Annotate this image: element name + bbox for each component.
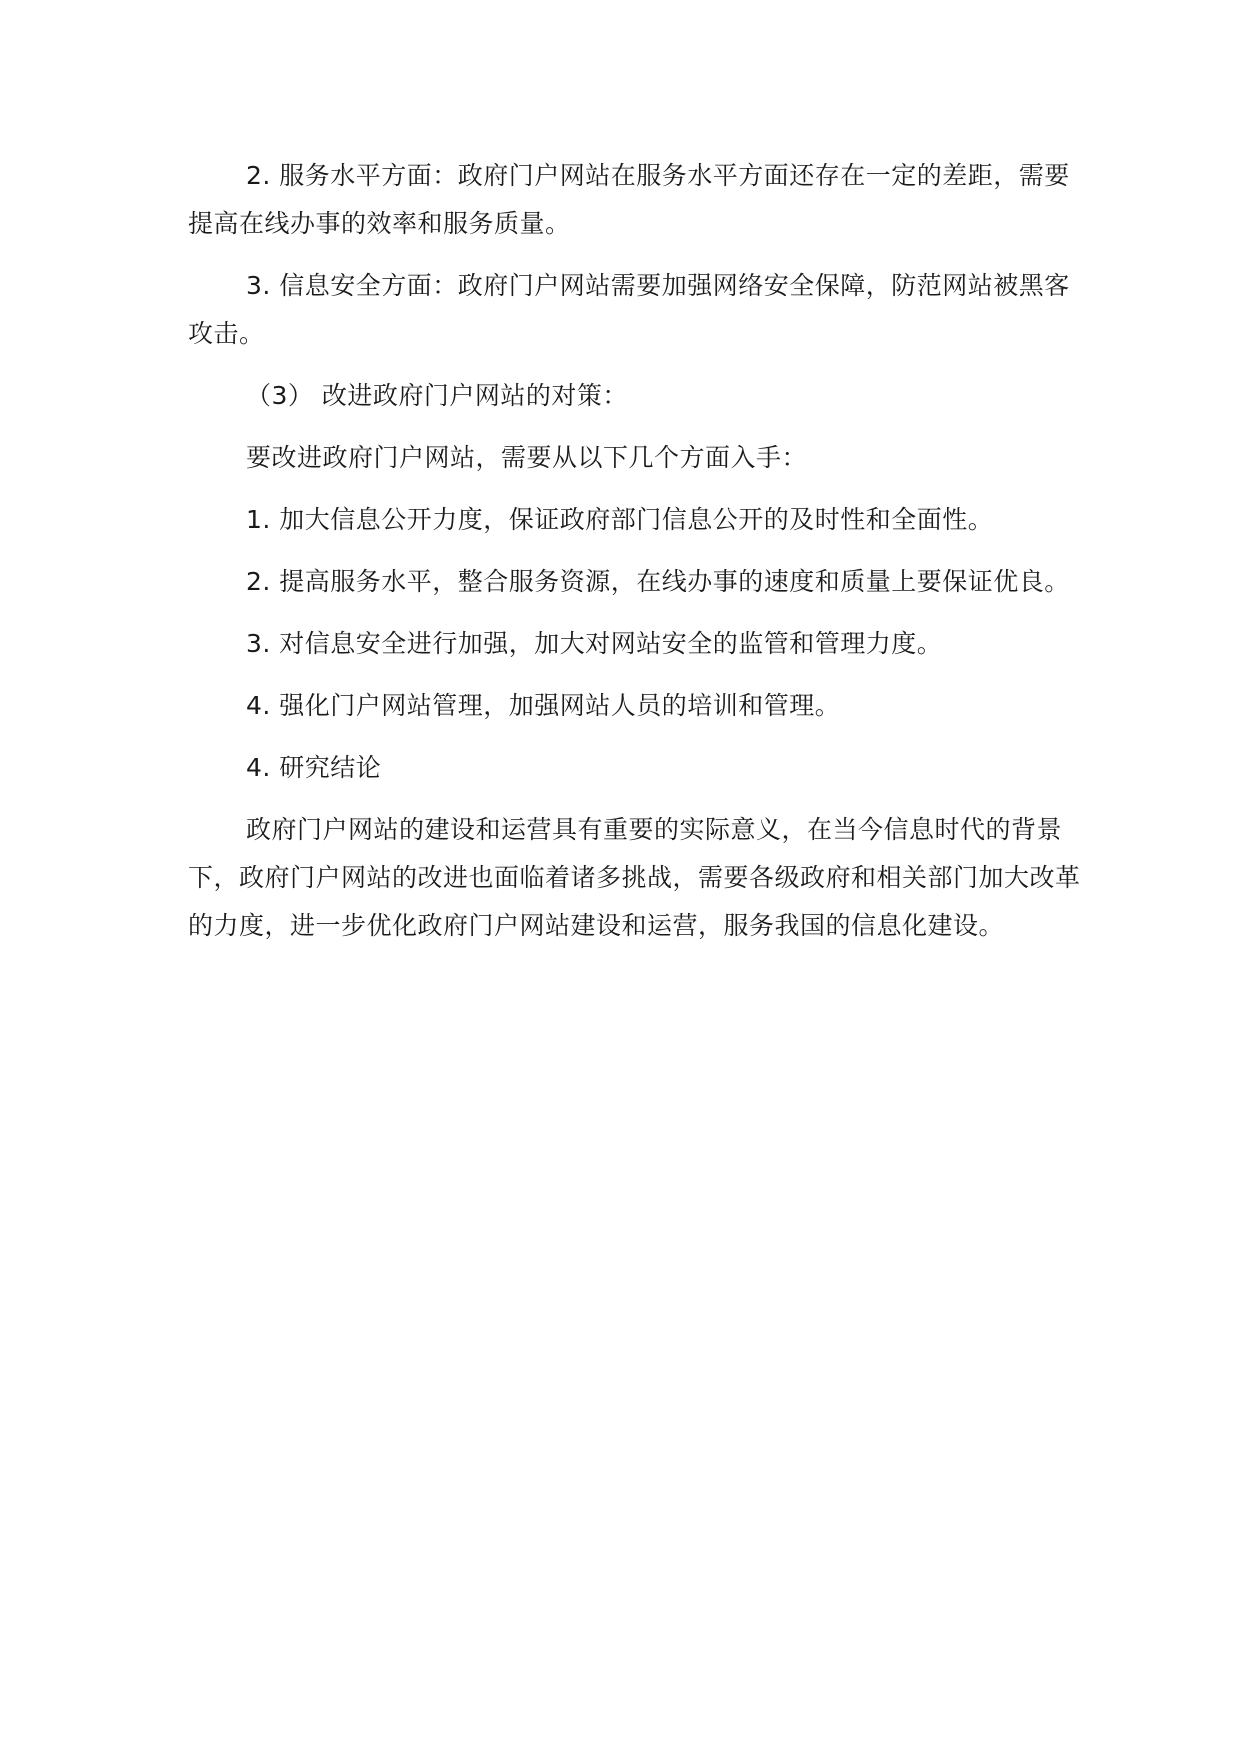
list-item-measure-4: 4. 强化门户网站管理，加强网站人员的培训和管理。 xyxy=(246,691,841,720)
paragraph-intro-measures: 要改进政府门户网站，需要从以下几个方面入手： xyxy=(246,443,808,472)
list-item-measure-2: 2. 提高服务水平，整合服务资源，在线办事的速度和质量上要保证优良。 xyxy=(246,567,1070,596)
paragraph-info-security: 3. 信息安全方面：政府门户网站需要加强网络安全保障，防范网站被黑客攻击。 xyxy=(188,271,1070,348)
paragraph-service-level: 2. 服务水平方面：政府门户网站在服务水平方面还存在一定的差距，需要提高在线办事的效率和服务质量。 xyxy=(188,161,1070,238)
document-body xyxy=(188,152,1088,950)
section-heading-conclusion: 4. 研究结论 xyxy=(246,753,382,782)
list-item-measure-1: 1. 加大信息公开力度，保证政府部门信息公开的及时性和全面性。 xyxy=(246,505,994,534)
list-item-measure-3: 3. 对信息安全进行加强，加大对网站安全的监管和管理力度。 xyxy=(246,629,943,658)
paragraph-conclusion: 政府门户网站的建设和运营具有重要的实际意义，在当今信息时代的背景下，政府门户网站的改进也面临着诸多挑战，需要各级政府和相关部门加大改革的力度，进一步优化政府门户网站建设和运营，服务我国的信息化建设。 xyxy=(188,815,1081,940)
section-heading-countermeasures: （3） 改进政府门户网站的对策： xyxy=(246,381,628,410)
